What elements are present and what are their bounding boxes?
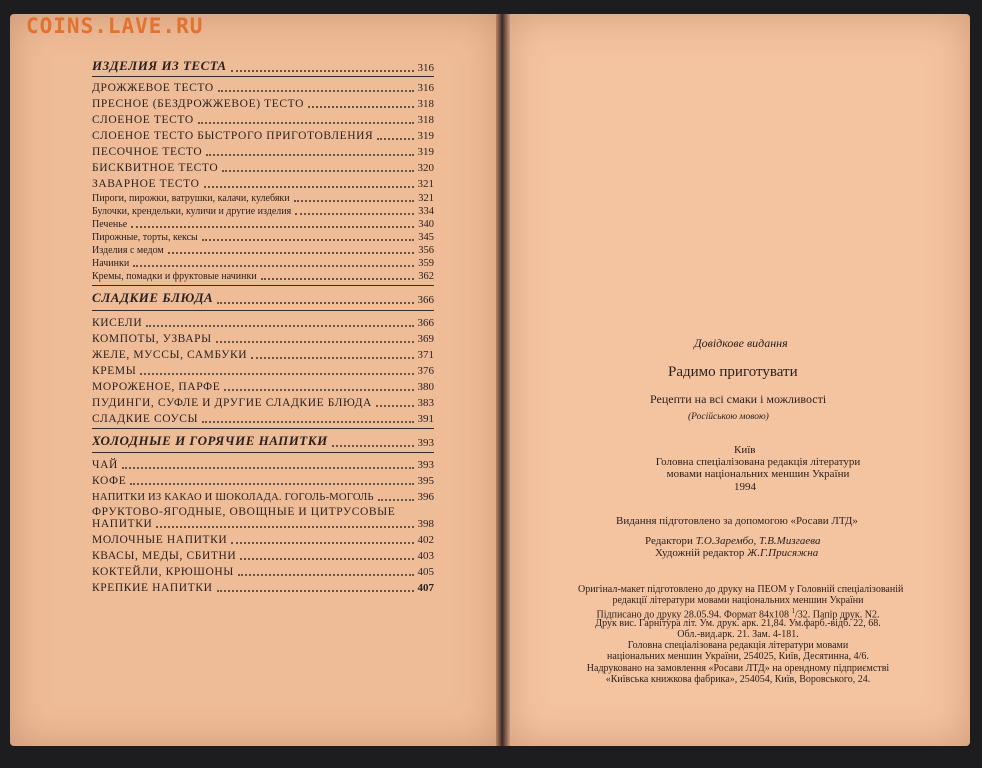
toc-entry: ПУДИНГИ, СУФЛЕ И ДРУГИЕ СЛАДКИЕ БЛЮДА 383	[92, 397, 434, 409]
toc-entry: НАПИТКИ 398	[92, 518, 434, 530]
tech-line: Друк вис. Гарнітура літ. Ум. друк. арк. 21,84. Ум.фарб.-відб. 22, 68.	[595, 618, 881, 629]
editors: Редактори Т.О.Зарембо, Т.В.Мизгаева	[645, 535, 821, 547]
toc-section: ХОЛОДНЫЕ И ГОРЯЧИЕ НАПИТКИ 393	[92, 435, 434, 449]
toc-entry: КОФЕ 395	[92, 475, 434, 487]
tech-line: редакції літератури мовами національних меншин України	[612, 595, 864, 606]
toc-entry: КОМПОТЫ, УЗВАРЫ 369	[92, 333, 434, 345]
toc-section: ИЗДЕЛИЯ ИЗ ТЕСТА 316	[92, 60, 434, 74]
book-title: Радимо приготувати	[668, 364, 798, 380]
tech-line: «Київська книжкова фабрика», 254054, Київ, Воровського, 24.	[605, 674, 871, 685]
toc-entry: Начинки 359	[92, 258, 434, 269]
toc-entry: ЖЕЛЕ, МУССЫ, САМБУКИ 371	[92, 349, 434, 361]
watermark: COINS.LAVE.RU	[26, 14, 204, 38]
toc-entry: КВАСЫ, МЕДЫ, СБИТНИ 403	[92, 550, 434, 562]
divider	[92, 310, 434, 311]
toc-entry: ДРОЖЖЕВОЕ ТЕСТО 316	[92, 82, 434, 94]
toc-entry: КРЕПКИЕ НАПИТКИ 407	[92, 582, 434, 594]
toc-entry: Печенье 340	[92, 219, 434, 230]
divider	[92, 452, 434, 453]
language-note: (Російською мовою)	[688, 412, 769, 422]
toc-entry: ЧАЙ 393	[92, 459, 434, 471]
toc-entry: ЗАВАРНОЕ ТЕСТО 321	[92, 178, 434, 190]
toc-entry: СЛОЕНОЕ ТЕСТО 318	[92, 114, 434, 126]
city: Київ	[734, 444, 756, 456]
prepared-note: Видання підготовлено за допомогою «Росави ЛТД»	[616, 515, 858, 527]
toc-entry: БИСКВИТНОЕ ТЕСТО 320	[92, 162, 434, 174]
divider	[92, 428, 434, 429]
divider	[92, 285, 434, 286]
toc-entry: Булочки, крендельки, куличи и другие изделия 334	[92, 206, 434, 217]
toc-entry: МОЛОЧНЫЕ НАПИТКИ 402	[92, 534, 434, 546]
book-spine	[496, 14, 510, 746]
toc-entry: КОКТЕЙЛИ, КРЮШОНЫ 405	[92, 566, 434, 578]
book-subtitle: Рецепти на всі смаки і можливості	[650, 392, 827, 406]
divider	[92, 76, 434, 77]
toc-entry: КИСЕЛИ 366	[92, 317, 434, 329]
publisher-line-1: Головна спеціалізована редакція літератури	[655, 456, 861, 468]
toc-section: СЛАДКИЕ БЛЮДА 366	[92, 292, 434, 306]
toc-entry: ФРУКТОВО-ЯГОДНЫЕ, ОВОЩНЫЕ И ЦИТРУСОВЫЕ	[92, 506, 396, 518]
tech-line: Надруковано на замовлення «Росави ЛТД» на орендному підприємстві	[586, 663, 890, 674]
toc-entry: СЛОЕНОЕ ТЕСТО БЫСТРОГО ПРИГОТОВЛЕНИЯ 319	[92, 130, 434, 142]
tech-line: Підписано до друку 28.05.94. Формат 84х108 $^1$/32. Папір друк. N2.	[596, 607, 880, 621]
art-editor: Художній редактор Ж.Г.Присяжна	[655, 547, 819, 559]
toc-entry: ПРЕСНОЕ (БЕЗДРОЖЖЕВОЕ) ТЕСТО 318	[92, 98, 434, 110]
tech-line: Головна спеціалізована редакція літератури мовами	[627, 640, 849, 651]
toc-entry: Пироги, пирожки, ватрушки, калачи, кулебяки 321	[92, 193, 434, 204]
toc-entry: МОРОЖЕНОЕ, ПАРФЕ 380	[92, 381, 434, 393]
edition-type: Довідкове видання	[694, 336, 788, 350]
publisher-line-2: мовами національних меншин України	[666, 468, 850, 480]
toc-entry: Кремы, помадки и фруктовые начинки 362	[92, 271, 434, 282]
tech-line: Оригінал-макет підготовлено до друку на ПЕОМ у Головній спеціалізованій	[578, 584, 904, 595]
year: 1994	[734, 481, 756, 493]
tech-line: Обл.-вид.арк. 21. Зам. 4-181.	[677, 629, 799, 640]
toc-entry: СЛАДКИЕ СОУСЫ 391	[92, 413, 434, 425]
tech-line: національних меншин України, 254025, Київ, Десятинна, 4/6.	[607, 651, 869, 662]
toc-entry: ПЕСОЧНОЕ ТЕСТО 319	[92, 146, 434, 158]
toc-entry: КРЕМЫ 376	[92, 365, 434, 377]
toc-entry: НАПИТКИ ИЗ КАКАО И ШОКОЛАДА. ГОГОЛЬ-МОГОЛЬ 396	[92, 491, 434, 503]
toc-entry: Пирожные, торты, кексы 345	[92, 232, 434, 243]
toc-entry: Изделия с медом 356	[92, 245, 434, 256]
